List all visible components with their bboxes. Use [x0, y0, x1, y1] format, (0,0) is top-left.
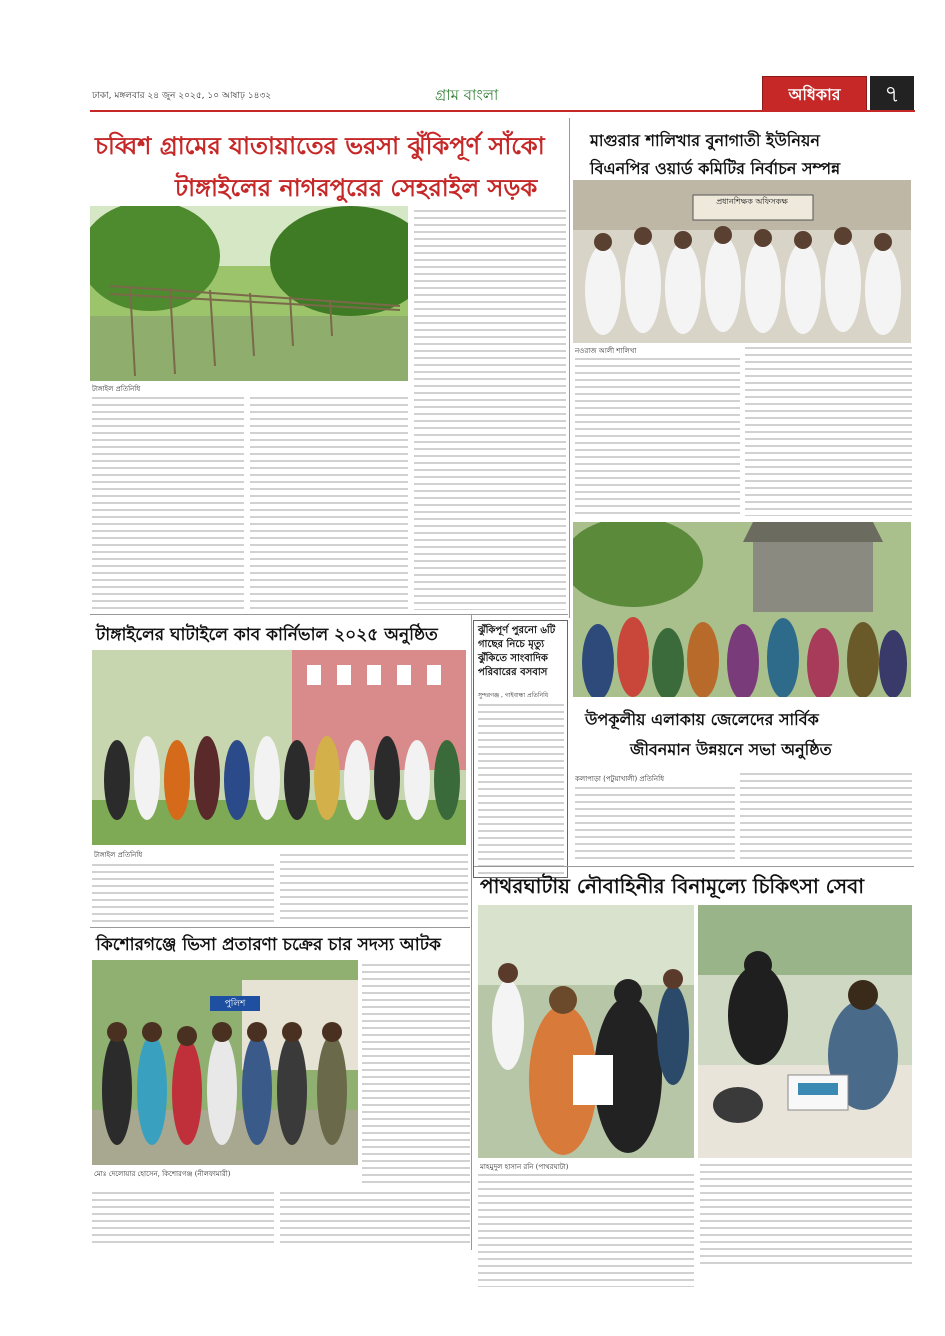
column-divider — [471, 615, 472, 1250]
a3-photo-cub-carnival — [92, 650, 466, 845]
page-number: ৭ — [870, 76, 914, 112]
a7-photo-arrest — [92, 960, 358, 1165]
a5-headline-line2: জীবনমান উন্নয়নে সভা অনুষ্ঠিত — [630, 740, 832, 759]
a2-photo-credit: নওরাজ আলী শালিখা — [575, 347, 637, 355]
a7-headline: কিশোরগঞ্জে ভিসা প্রতারণা চক্রের চার সদস্য আটক — [96, 935, 441, 955]
a3-photo-credit: টাঙ্গাইল প্রতিনিধি — [94, 851, 143, 859]
a5-headline-line1: উপকূলীয় এলাকায় জেলেদের সার্বিক — [585, 710, 819, 729]
a1-photo-credit: টাঙ্গাইল প্রতিনিধি — [92, 385, 141, 393]
row-divider — [474, 866, 914, 867]
a4-text — [478, 702, 564, 874]
a3-text-col2 — [280, 852, 468, 924]
a1-headline-line1: চব্বিশ গ্রামের যাতায়াতের ভরসা ঝুঁকিপূর্ণ সাঁকো — [95, 132, 545, 160]
a7-text-side — [362, 962, 470, 1187]
a6-photo-credit: মাহমুদুল হাসান রনি (পাথরঘাটা) — [480, 1163, 569, 1171]
a2-headline-line1: মাগুরার শালিখার বুনাগাতী ইউনিয়ন — [590, 131, 820, 150]
a2-headline-line2: বিএনপির ওয়ার্ড কমিটির নির্বাচন সম্পন্ন — [590, 159, 841, 178]
a2-text-col1 — [575, 356, 740, 516]
a6-photo-checkup — [698, 905, 912, 1158]
a6-headline: পাথরঘাটায় নৌবাহিনীর বিনামূল্যে চিকিৎসা সেবা — [480, 874, 865, 898]
a7-photo-sign: পুলিশ — [210, 996, 260, 1011]
a6-photo-queue — [478, 905, 694, 1158]
a1-text-col1 — [92, 395, 244, 610]
row-divider — [90, 614, 568, 615]
a6-text-col2 — [700, 1162, 912, 1267]
a1-text-col3 — [414, 208, 566, 610]
a3-text-col1 — [92, 862, 274, 924]
cub-carnival-image — [92, 650, 466, 845]
a2-photo-sign: প্রধানশিক্ষক অফিসকক্ষ — [716, 197, 788, 206]
a7-text-col1 — [92, 1190, 274, 1247]
a7-text-col2 — [280, 1190, 470, 1247]
header-rule — [90, 110, 915, 112]
a5-byline: কলাপাড়া (পটুয়াখালী) প্রতিনিধি — [575, 775, 665, 783]
a4-headline: ঝুঁকিপূর্ণ পুরনো ৬টি গাছের নিচে মৃত্যু ঝুঁকিতে সাংবাদিক পরিবারের বসবাস — [478, 625, 556, 678]
a1-photo-bamboo-bridge — [90, 206, 408, 381]
a4-byline: সুন্দরগঞ্জ , গাইবান্ধা প্রতিনিধি — [478, 692, 549, 699]
issue-date: ঢাকা, মঙ্গলবার ২৪ জুন ২০২৫, ১০ আষাঢ় ১৪৩২ — [92, 91, 272, 101]
a6-text-col1 — [478, 1172, 694, 1287]
a5-text-col1 — [575, 785, 735, 860]
row-divider — [90, 927, 470, 928]
health-checkup-image — [698, 905, 912, 1158]
a2-text-col2 — [745, 345, 912, 516]
newspaper-logo: অধিকার — [762, 76, 867, 112]
medical-queue-image — [478, 905, 694, 1158]
a3-headline: টাঙ্গাইলের ঘাটাইলে কাব কার্নিভাল ২০২৫ অনুষ্ঠিত — [96, 625, 438, 645]
a5-text-col2 — [740, 771, 912, 860]
section-title: গ্রাম বাংলা — [435, 86, 499, 104]
a1-text-col2 — [250, 395, 408, 610]
arrest-photo-image — [92, 960, 358, 1165]
a1-headline-line2: টাঙ্গাইলের নাগরপুরের সেহরাইল সড়ক — [175, 174, 538, 202]
bamboo-bridge-image — [90, 206, 408, 381]
a5-photo-fishermen-meeting — [573, 522, 911, 697]
fishermen-meeting-image — [573, 522, 911, 697]
a7-photo-credit: মোঃ দেলোয়ার হোসেন, কিশোরগঞ্জ (নীলফামারী) — [94, 1170, 231, 1178]
column-divider — [569, 118, 570, 618]
